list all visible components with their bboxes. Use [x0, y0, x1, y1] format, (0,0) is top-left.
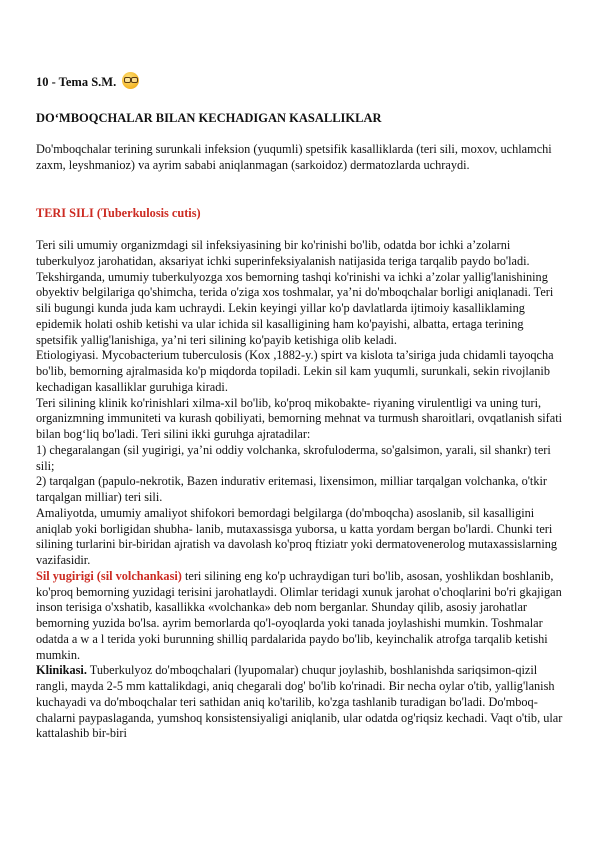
body-paragraph: Tuberkulyoz do'mboqchalari (lyupomalar) chuqur joylashib, boshlanishda sariqsimon-qizil rangli, mayda 2-5 mm kattalikdagi, aniq chegarali dog' bo'lib ko'rinadi. Bir necha oylar o'tib, yallig'lanish kuchayadi va do'mboqchalar teri sathidan aniq ko'tarilib, ko'zga tashlanib turadigan bo'ladi. Do'mboq- chalarni paypaslaganda, yumshoq konsistensiyaligi aniqlanib, ular odatda og'riqsiz kechadi. Vaqt o'tib, ular kattalashib bir-biri: [36, 663, 563, 741]
body-paragraph: Etiologiyasi. Mycobacterium tuberculosis (Kox ,1882-y.) spirt va kislota ta’siriga juda chidamli tayoqcha bo'lib, bemorning ajralmasida ko'p miqdorda topiladi. Lekin sil kam yuqumli, surunkali, sekin rivojlanib kechadigan kasalliklar guruhiga kiradi.: [36, 348, 554, 394]
body-paragraph: 2) tarqalgan (papulo-nekrotik, Bazen indurativ eritemasi, lixensimon, milliar tarqalgan volchanka, o'tkir tarqalgan milliar) teri sili.: [36, 474, 548, 504]
chapter-heading: DO‘MBOQCHALAR BILAN KECHADIGAN KASALLIKLAR: [36, 111, 382, 125]
clinic-paragraph: [36, 663, 564, 742]
body-paragraph: Amaliyotda, umumiy amaliyot shifokori bemordagi belgilarga (do'mboqcha) asoslanib, sil kasalligini aniqlab yoki borligidan shubha- lanib, mutaxassisga yuborsa, u katta yordam bergan bo'lardi. Chunki teri silining turlarini bir-biridan ajratish va davolash ko'proq ftiziatr yoki dermatovenerolog mutaxassislarning vazifasidir.: [36, 505, 558, 567]
section-heading-teri-sili: TERI SILI (Tuberkulosis cutis): [36, 206, 201, 220]
topic-title: [36, 72, 139, 90]
clinic-heading: Klinikasi.: [36, 663, 87, 678]
body-text: [36, 238, 564, 742]
subsection-paragraph: [36, 569, 564, 664]
nerd-face-emoji-icon: [122, 72, 139, 89]
body-paragraph: 1) chegaralangan (sil yugirigi, ya’ni oddiy volchanka, skrofuloderma, so'galsimon, yarali, sil shankr) teri sili;: [36, 442, 551, 473]
intro-paragraph: Do'mboqchalar terining surunkali infeksion (yuqumli) spetsifik kasalliklarda (teri sili, moxov, uchlamchi zaxm, leyshmanioz) va ayrim sababi aniqlanmagan (sarkoidoz) dermatozlarda uchraydi.: [36, 142, 552, 172]
subsection-heading-sil-yugirigi: Sil yugirigi (sil volchankasi): [36, 568, 182, 583]
topic-title-text: 10 - Tema S.M.: [36, 75, 117, 89]
body-paragraph: Teri silining klinik ko'rinishlari xilma-xil bo'lib, ko'proq mikobakte- riyaning virulentligi va uning turi, organizmning immuniteti va kurash qobiliyati, bemorning mehnat va turmush sharoitlari, ovqatlanish sifati bilan bog‘liq bo'ladi. Teri silini ikki guruhga ajratadilar:: [36, 395, 563, 441]
body-paragraph: Teri sili umumiy organizmdagi sil infeksiyasining bir ko'rinishi bo'lib, odatda bor ichki a’zolarni tuberkulyoz jarohatidan, aksariyat ichki superinfeksiyalanish natijasida teriga tarqalib paydo bo'ladi. Tekshirganda, umumiy tuberkulyozga xos bemorning tashqi ko'rinishi va ichki a’zolar yallig'lanishining obyektiv belgilariga qo'shimcha, terida o'ziga xos toshmalar, ya’ni do'mboqchalar borligi aniqlanadi. Teri sili bugungi kunda juda kam uchraydi. Lekin keyingi yillar ko'p davlatlarda ijtimoiy kasalliklaming epidemik holati oshib ketishi va ular ichida sil kasalligining ham ko'payishi, albatta, ertaga terining spetsifik yallig'lanishiga, ya’ni teri silining ko'payib ketishiga olib keladi.: [36, 238, 554, 347]
body-paragraph: teri silining eng ko'p uchraydigan turi bo'lib, asosan, yoshlikdan boshlanib, ko'proq bemorning yuzidagi terisini jarohatlaydi. Olimlar teridagi xunuk jarohat o'choqlarini bo'ri gkajigan inson terisiga o'xshatib, kasallikka «volchanka» deb nom berganlar. Shunday qilib, asosiy jarohatlar bemorning yuzida bo'lsa. ayrim bemorlarda qo'l-oyoqlarda yoki tanada joylashishi mumkin. Toshmalar odatda a w a l terida yoki burunning shilliq pardalarida paydo bo'lib, keyinchalik atrofga tarqalib ketishi mumkin.: [36, 568, 562, 662]
